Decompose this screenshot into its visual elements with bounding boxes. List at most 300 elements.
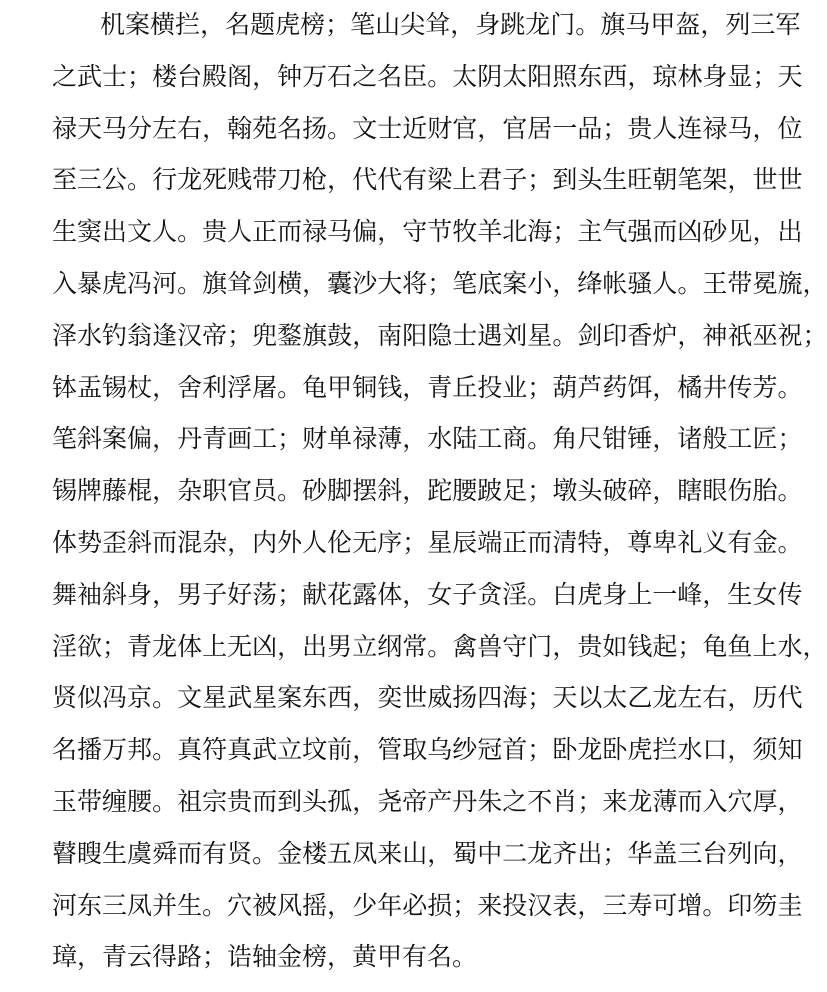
- text-char: ；: [752, 61, 778, 91]
- text-char: 星: [427, 527, 453, 557]
- text-char: 角: [552, 424, 578, 454]
- text-char: 单: [327, 424, 353, 454]
- text-char: 口: [702, 735, 728, 765]
- text-char: 冯: [127, 268, 153, 298]
- text-char: 。: [777, 527, 803, 557]
- text-char: 而: [152, 527, 178, 557]
- text-char: 而: [652, 217, 678, 247]
- text-char: 头: [577, 165, 603, 195]
- text-char: 列: [725, 10, 751, 39]
- text-char: ，: [777, 786, 803, 816]
- text-char: 刘: [502, 320, 528, 350]
- text-char: 生: [602, 165, 628, 195]
- text-char: 锡: [52, 476, 78, 506]
- text-char: 歪: [102, 527, 128, 557]
- text-char: 神: [702, 320, 728, 350]
- text-char: 尖: [400, 10, 426, 39]
- text-char: 。: [277, 372, 303, 402]
- text-char: 跎: [427, 476, 453, 506]
- text-char: 匠: [752, 424, 778, 454]
- text-char: 东: [302, 683, 328, 713]
- text-char: 南: [377, 320, 403, 350]
- text-char: 瞍: [77, 838, 103, 868]
- text-char: 淫: [502, 579, 528, 609]
- text-char: ，: [277, 631, 303, 661]
- text-char: 虎: [627, 735, 653, 765]
- text-char: ，: [352, 320, 378, 350]
- text-char: 人: [652, 268, 678, 298]
- text-char: ，: [752, 217, 778, 247]
- text-line: [52, 522, 803, 574]
- text-char: 斜: [377, 476, 403, 506]
- text-char: 来: [477, 890, 503, 920]
- text-char: 河: [152, 268, 178, 298]
- text-char: 如: [602, 631, 628, 661]
- text-char: 。: [552, 320, 578, 350]
- text-char: 青: [202, 424, 228, 454]
- text-char: 并: [152, 890, 178, 920]
- text-char: 可: [652, 890, 678, 920]
- text-char: 跛: [477, 476, 503, 506]
- text-char: 万: [302, 61, 328, 91]
- text-char: 虎: [102, 268, 128, 298]
- text-line: [52, 626, 827, 678]
- text-char: 虞: [127, 838, 153, 868]
- text-char: 棍: [127, 476, 153, 506]
- text-char: ，: [652, 372, 678, 402]
- text-char: 出: [777, 217, 803, 247]
- text-char: 旒: [777, 268, 803, 298]
- text-char: 台: [177, 61, 203, 91]
- text-char: 身: [602, 579, 628, 609]
- text-char: 门: [550, 10, 576, 39]
- text-char: 星: [252, 683, 278, 713]
- text-char: 底: [477, 268, 503, 298]
- text-char: 序: [377, 527, 403, 557]
- text-char: 献: [302, 579, 328, 609]
- text-line: [52, 729, 803, 781]
- text-char: 药: [602, 372, 628, 402]
- text-char: 生: [102, 838, 128, 868]
- text-char: 常: [402, 631, 428, 661]
- text-char: 翰: [227, 113, 253, 143]
- text-char: 出: [302, 631, 328, 661]
- text-char: 上: [752, 631, 778, 661]
- text-char: 河: [52, 890, 78, 920]
- text-char: 连: [677, 113, 703, 143]
- text-char: 朱: [477, 786, 503, 816]
- text-char: ，: [727, 165, 753, 195]
- text-char: 名: [225, 10, 251, 39]
- text-char: 伤: [727, 476, 753, 506]
- text-char: 兽: [477, 631, 503, 661]
- text-char: 近: [402, 113, 428, 143]
- text-char: 尺: [577, 424, 603, 454]
- text-char: 士: [102, 61, 128, 91]
- text-char: 寿: [627, 890, 653, 920]
- text-char: 龟: [302, 372, 328, 402]
- text-char: 钵: [52, 372, 78, 402]
- text-char: 欲: [77, 631, 103, 661]
- text-char: 官: [227, 476, 253, 506]
- text-char: ，: [450, 10, 476, 39]
- text-char: 气: [602, 217, 628, 247]
- text-char: 外: [277, 527, 303, 557]
- text-char: 出: [102, 217, 128, 247]
- text-char: 笔: [350, 10, 376, 39]
- text-char: 冕: [752, 268, 778, 298]
- text-char: 诸: [677, 424, 703, 454]
- text-char: 楼: [152, 61, 178, 91]
- text-char: 窦: [77, 217, 103, 247]
- text-char: 暴: [77, 268, 103, 298]
- text-char: 钓: [102, 320, 128, 350]
- text-char: 子: [202, 579, 228, 609]
- text-char: ；: [227, 320, 253, 350]
- text-char: 太: [602, 683, 628, 713]
- text-char: 笔: [452, 268, 478, 298]
- text-char: 贪: [477, 579, 503, 609]
- text-char: 榜: [300, 10, 326, 39]
- text-char: 剑: [252, 268, 278, 298]
- text-char: 禄: [52, 113, 78, 143]
- text-char: 拦: [175, 10, 201, 39]
- text-char: 砂: [702, 217, 728, 247]
- text-char: 少: [352, 890, 378, 920]
- text-char: 北: [502, 217, 528, 247]
- text-char: 入: [52, 268, 78, 298]
- text-char: 居: [527, 113, 553, 143]
- text-char: 至: [52, 165, 78, 195]
- text-char: 蜀: [452, 838, 478, 868]
- text-char: 显: [727, 61, 753, 91]
- text-char: ，: [802, 268, 827, 298]
- text-char: 骚: [627, 268, 653, 298]
- text-char: 须: [752, 735, 778, 765]
- text-char: 圭: [777, 890, 803, 920]
- text-char: 案: [277, 683, 303, 713]
- text-char: 西: [602, 61, 628, 91]
- text-char: 而: [677, 786, 703, 816]
- text-char: ；: [527, 165, 553, 195]
- text-char: ，: [427, 838, 453, 868]
- text-char: 主: [577, 217, 603, 247]
- text-char: ；: [777, 424, 803, 454]
- text-char: 入: [702, 786, 728, 816]
- text-char: 凶: [677, 217, 703, 247]
- text-char: 播: [77, 735, 103, 765]
- text-char: 贤: [52, 683, 78, 713]
- text-char: 龙: [527, 838, 553, 868]
- text-char: 冠: [477, 735, 503, 765]
- text-line: [52, 159, 803, 211]
- text-char: 朝: [652, 165, 678, 195]
- text-char: 大: [377, 268, 403, 298]
- text-char: 不: [527, 786, 553, 816]
- text-char: 龟: [702, 631, 728, 661]
- text-char: 瞽: [52, 838, 78, 868]
- text-char: 女: [752, 579, 778, 609]
- text-char: 士: [452, 320, 478, 350]
- text-char: 照: [552, 61, 578, 91]
- text-char: 芦: [577, 372, 603, 402]
- text-char: 虎: [577, 579, 603, 609]
- text-char: 真: [177, 735, 203, 765]
- text-char: 贵: [202, 217, 228, 247]
- text-char: 二: [502, 838, 528, 868]
- text-char: 文: [127, 217, 153, 247]
- text-char: 来: [602, 786, 628, 816]
- text-char: 产: [427, 786, 453, 816]
- text-char: 尊: [627, 527, 653, 557]
- text-char: 屠: [252, 372, 278, 402]
- text-char: 世: [752, 165, 778, 195]
- text-char: 铜: [352, 372, 378, 402]
- text-char: 楼: [302, 838, 328, 868]
- text-char: 清: [552, 527, 578, 557]
- text-char: 女: [427, 579, 453, 609]
- text-char: 沙: [352, 268, 378, 298]
- text-char: 丹: [452, 786, 478, 816]
- text-char: 横: [150, 10, 176, 39]
- text-char: 官: [452, 113, 478, 143]
- text-char: 殿: [202, 61, 228, 91]
- text-char: 武: [77, 61, 103, 91]
- text-char: 耸: [425, 10, 451, 39]
- text-char: 井: [702, 372, 728, 402]
- text-char: 绛: [577, 268, 603, 298]
- text-char: 禄: [352, 424, 378, 454]
- text-char: 旗: [202, 268, 228, 298]
- text-char: 行: [152, 165, 178, 195]
- text-char: ，: [777, 838, 803, 868]
- text-char: 之: [352, 61, 378, 91]
- text-char: 般: [702, 424, 728, 454]
- text-char: 拦: [652, 735, 678, 765]
- text-char: 太: [452, 61, 478, 91]
- text-char: 琼: [652, 61, 678, 91]
- text-char: 橘: [677, 372, 703, 402]
- text-char: 偏: [352, 217, 378, 247]
- text-char: 案: [102, 424, 128, 454]
- text-char: ；: [277, 579, 303, 609]
- text-char: ；: [102, 631, 128, 661]
- text-char: ，: [327, 890, 353, 920]
- text-char: 三: [77, 165, 103, 195]
- text-char: 刀: [277, 165, 303, 195]
- text-char: 京: [127, 683, 153, 713]
- text-char: ，: [402, 372, 428, 402]
- text-line: [52, 263, 827, 315]
- text-char: 偏: [127, 424, 153, 454]
- text-char: 三: [102, 890, 128, 920]
- text-char: 万: [102, 735, 128, 765]
- text-char: 腰: [452, 476, 478, 506]
- text-char: 名: [277, 113, 303, 143]
- text-char: 苑: [252, 113, 278, 143]
- text-char: ，: [702, 579, 728, 609]
- text-char: 军: [775, 10, 801, 39]
- text-char: 出: [577, 838, 603, 868]
- text-char: 贤: [227, 838, 253, 868]
- text-char: 三: [677, 838, 703, 868]
- text-char: 列: [727, 838, 753, 868]
- text-char: 印: [727, 890, 753, 920]
- text-char: 。: [702, 890, 728, 920]
- text-char: 案: [125, 10, 151, 39]
- text-line: [52, 418, 803, 470]
- text-char: 风: [277, 890, 303, 920]
- text-char: 翁: [127, 320, 153, 350]
- text-char: 缠: [102, 786, 128, 816]
- text-char: 增: [677, 890, 703, 920]
- text-char: 露: [352, 579, 378, 609]
- text-char: 公: [102, 165, 128, 195]
- text-char: 传: [777, 579, 803, 609]
- text-char: 水: [777, 631, 803, 661]
- text-char: 右: [177, 113, 203, 143]
- text-char: 印: [602, 320, 628, 350]
- text-char: ，: [652, 424, 678, 454]
- text-char: 隐: [427, 320, 453, 350]
- text-char: ，: [352, 683, 378, 713]
- text-char: 乙: [627, 683, 653, 713]
- text-char: 三: [750, 10, 776, 39]
- text-char: 立: [277, 735, 303, 765]
- text-char: 瞎: [677, 476, 703, 506]
- text-char: 薄: [377, 424, 403, 454]
- text-char: 。: [152, 735, 178, 765]
- text-char: 。: [252, 838, 278, 868]
- text-char: 。: [677, 268, 703, 298]
- text-char: 工: [477, 424, 503, 454]
- text-char: 见: [727, 217, 753, 247]
- text-line: [52, 470, 803, 522]
- text-char: 业: [502, 372, 528, 402]
- text-char: 代: [352, 165, 378, 195]
- text-char: 山: [375, 10, 401, 39]
- text-char: 左: [152, 113, 178, 143]
- text-char: ；: [602, 838, 628, 868]
- text-char: 生: [727, 579, 753, 609]
- text-char: 辰: [452, 527, 478, 557]
- text-char: 必: [402, 890, 428, 920]
- text-line: [52, 108, 803, 160]
- text-char: 钳: [602, 424, 628, 454]
- text-char: 逢: [152, 320, 178, 350]
- text-char: 投: [502, 890, 528, 920]
- text-char: 盔: [675, 10, 701, 39]
- text-char: 头: [302, 786, 328, 816]
- text-line: 璋，青云得路；诰轴金榜，黄甲有名。: [52, 942, 478, 972]
- text-char: 耸: [227, 268, 253, 298]
- text-line: [52, 574, 803, 626]
- text-char: 陆: [452, 424, 478, 454]
- text-char: 斜: [102, 579, 128, 609]
- text-char: 被: [252, 890, 278, 920]
- text-char: 身: [702, 61, 728, 91]
- text-char: 荡: [252, 579, 278, 609]
- text-line: [52, 56, 803, 108]
- text-char: 子: [502, 165, 528, 195]
- text-char: 内: [252, 527, 278, 557]
- text-char: 禽: [452, 631, 478, 661]
- text-char: 男: [327, 631, 353, 661]
- text-char: 扬: [302, 113, 328, 143]
- text-char: 淫: [52, 631, 78, 661]
- text-char: ，: [377, 217, 403, 247]
- text-char: 锤: [627, 424, 653, 454]
- text-char: 阴: [477, 61, 503, 91]
- text-char: 马: [625, 10, 651, 39]
- text-char: 脚: [327, 476, 353, 506]
- text-char: 士: [377, 113, 403, 143]
- text-char: 到: [552, 165, 578, 195]
- text-char: 兜: [252, 320, 278, 350]
- text-char: 立: [352, 631, 378, 661]
- text-char: 强: [627, 217, 653, 247]
- text-char: 厚: [752, 786, 778, 816]
- text-char: 眼: [702, 476, 728, 506]
- text-char: 。: [777, 372, 803, 402]
- text-char: 齐: [552, 838, 578, 868]
- text-char: ，: [627, 61, 653, 91]
- text-char: 林: [677, 61, 703, 91]
- text-char: 。: [777, 476, 803, 506]
- text-line: [52, 833, 803, 885]
- text-char: 历: [752, 683, 778, 713]
- text-char: ；: [577, 786, 603, 816]
- text-char: 武: [227, 683, 253, 713]
- text-char: 人: [302, 527, 328, 557]
- text-char: 分: [127, 113, 153, 143]
- text-char: 王: [702, 268, 728, 298]
- text-char: 梁: [427, 165, 453, 195]
- text-char: 祖: [177, 786, 203, 816]
- text-char: 特: [577, 527, 603, 557]
- text-char: 龙: [152, 631, 178, 661]
- text-char: 机: [100, 10, 126, 39]
- text-char: ，: [677, 320, 703, 350]
- text-char: ，: [302, 268, 328, 298]
- text-char: 甲: [650, 10, 676, 39]
- text-char: 工: [252, 424, 278, 454]
- text-char: 金: [277, 838, 303, 868]
- text-char: 旗: [600, 10, 626, 39]
- text-char: 锡: [102, 372, 128, 402]
- text-char: 玉: [52, 786, 78, 816]
- text-char: 凶: [252, 631, 278, 661]
- text-char: 盂: [77, 372, 103, 402]
- text-char: 台: [702, 838, 728, 868]
- text-char: 而: [177, 838, 203, 868]
- text-char: 案: [502, 268, 528, 298]
- text-char: 薄: [652, 786, 678, 816]
- text-char: 守: [402, 217, 428, 247]
- text-char: 祝: [777, 320, 803, 350]
- text-char: 杂: [177, 476, 203, 506]
- text-char: 马: [727, 113, 753, 143]
- text-char: ，: [402, 424, 428, 454]
- text-char: 位: [777, 113, 803, 143]
- text-char: 斜: [77, 424, 103, 454]
- text-char: 天: [552, 683, 578, 713]
- text-char: 青: [427, 372, 453, 402]
- text-char: 将: [402, 268, 428, 298]
- text-char: 丹: [177, 424, 203, 454]
- text-char: ，: [402, 476, 428, 506]
- text-char: 。: [277, 476, 303, 506]
